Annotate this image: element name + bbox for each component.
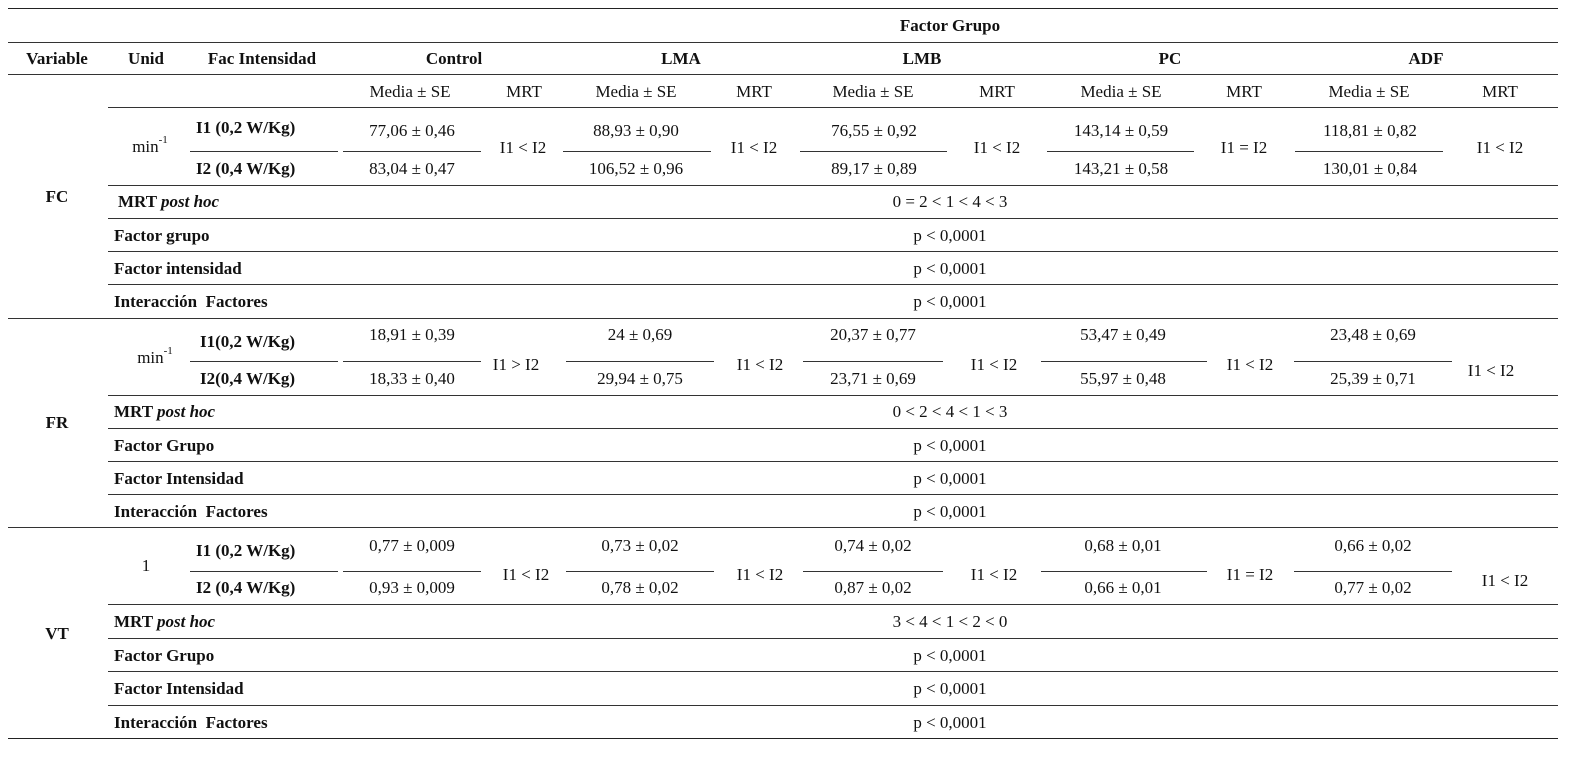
intensity-i2-label: I2 (0,4 W/Kg) [196,578,296,597]
summary-value: p < 0,0001 [913,436,987,455]
group-header-control: Control [425,49,483,68]
media-i2-lma: 106,52 ± 0,96 [588,159,684,178]
row-rule [108,638,1558,639]
variable-label: FR [45,413,69,432]
media-i2-lma: 29,94 ± 0,75 [597,369,683,388]
mrt-header-control: MRT [506,82,542,101]
mrt-result-pc: I1 = I2 [1226,565,1274,584]
mrt-header-pc: MRT [1226,82,1262,101]
media-i2-lmb: 23,71 ± 0,69 [830,369,916,388]
header-rule [8,42,1558,43]
summary-label: MRT post hoc [114,612,216,631]
row-rule [108,604,1558,605]
group-divider-control [343,571,481,572]
intensity-divider [190,571,338,572]
group-divider-lma [566,361,714,362]
mrt-result-lma: I1 < I2 [730,138,778,157]
summary-label: Factor Intensidad [114,469,244,488]
media-i1-lma: 24 ± 0,69 [607,325,673,344]
row-rule [108,395,1558,396]
intensity-i2-label: I2 (0,4 W/Kg) [196,159,296,178]
media-i1-pc: 143,14 ± 0,59 [1073,121,1169,140]
summary-value: p < 0,0001 [913,226,987,245]
summary-label: Interacción Factores [114,713,268,732]
summary-value: p < 0,0001 [913,292,987,311]
unit-label: $\min^{-1}$ [137,345,173,367]
summary-label: Factor Grupo [114,436,215,455]
subheader-rule [8,74,1558,75]
summary-value: p < 0,0001 [913,679,987,698]
media-i1-control: 77,06 ± 0,46 [369,121,455,140]
row-rule [108,428,1558,429]
summary-label: MRT post hoc [114,402,216,421]
summary-value: p < 0,0001 [913,502,987,521]
summary-label: Interacción Factores [114,292,268,311]
mrt-result-control: I1 > I2 [492,355,540,374]
media-i2-pc: 0,66 ± 0,01 [1084,578,1162,597]
col-fac-intensidad-header: Fac Intensidad [207,49,317,68]
row-rule [108,218,1558,219]
group-divider-lma [563,151,711,152]
intensity-i1-label: I1 (0,2 W/Kg) [196,541,296,560]
mrt-result-lmb: I1 < I2 [970,355,1018,374]
media-i1-adf: 118,81 ± 0,82 [1323,121,1417,140]
row-rule [108,185,1558,186]
group-divider-pc [1047,151,1194,152]
media-i1-pc: 0,68 ± 0,01 [1084,536,1162,555]
table-top-rule [8,8,1558,9]
intensity-i1-label: I1(0,2 W/Kg) [200,332,296,351]
unit-label: $\min^{-1}$ [132,134,168,156]
row-rule [108,461,1558,462]
mrt-header-adf: MRT [1482,82,1518,101]
mrt-result-lmb: I1 < I2 [973,138,1021,157]
media-se-header-pc: Media ± SE [1080,82,1162,101]
mrt-result-control: I1 < I2 [499,138,547,157]
mrt-result-lmb: I1 < I2 [970,565,1018,584]
group-divider-pc [1041,571,1207,572]
row-rule [108,494,1558,495]
summary-label: Factor Grupo [114,646,215,665]
media-i2-control: 83,04 ± 0,47 [369,159,455,178]
summary-value: p < 0,0001 [913,646,987,665]
mrt-header-lmb: MRT [979,82,1015,101]
media-i1-control: 0,77 ± 0,009 [369,536,455,555]
group-divider-adf [1294,571,1452,572]
group-divider-adf [1294,361,1452,362]
summary-label: Factor grupo [114,226,210,245]
col-variable-header: Variable [26,49,88,68]
group-header-lmb: LMB [902,49,942,68]
row-rule [108,284,1558,285]
mrt-result-adf: I1 < I2 [1476,138,1524,157]
group-divider-lmb [800,151,947,152]
variable-label: VT [45,624,69,643]
group-header-pc: PC [1158,49,1182,68]
media-i1-lma: 88,93 ± 0,90 [593,121,679,140]
mrt-header-lma: MRT [736,82,772,101]
intensity-i1-label: I1 (0,2 W/Kg) [196,118,296,137]
mrt-result-pc: I1 < I2 [1226,355,1274,374]
media-i2-pc: 143,21 ± 0,58 [1073,159,1169,178]
media-se-header-adf: Media ± SE [1328,82,1410,101]
group-divider-lma [566,571,714,572]
mrt-result-adf: I1 < I2 [1481,571,1529,590]
media-i1-pc: 53,47 ± 0,49 [1080,325,1166,344]
summary-value: 3 < 4 < 1 < 2 < 0 [892,612,1008,631]
intensity-i2-label: I2(0,4 W/Kg) [200,369,296,388]
media-i2-lma: 0,78 ± 0,02 [601,578,679,597]
summary-value: p < 0,0001 [913,469,987,488]
mrt-result-lma: I1 < I2 [736,355,784,374]
row-rule [108,671,1558,672]
variable-label: FC [45,187,69,206]
summary-label: MRT post hoc [118,192,220,211]
media-i1-adf: 23,48 ± 0,69 [1330,325,1416,344]
media-i1-lmb: 0,74 ± 0,02 [834,536,912,555]
media-se-header-lma: Media ± SE [595,82,677,101]
media-i1-lmb: 20,37 ± 0,77 [830,325,916,344]
summary-value: 0 < 2 < 4 < 1 < 3 [892,402,1008,421]
subheader-bottom-rule [108,107,1558,108]
table-bottom-rule [8,738,1558,739]
group-divider-pc [1041,361,1207,362]
group-header-adf: ADF [1408,49,1444,68]
block-rule [8,318,1558,319]
media-se-header-control: Media ± SE [369,82,451,101]
group-divider-adf [1295,151,1443,152]
media-i2-lmb: 89,17 ± 0,89 [831,159,917,178]
col-unid-header: Unid [128,49,164,68]
media-i1-control: 18,91 ± 0,39 [369,325,455,344]
group-divider-control [343,361,481,362]
mrt-result-pc: I1 = I2 [1220,138,1268,157]
intensity-divider [190,151,338,152]
group-divider-lmb [803,361,943,362]
mrt-result-control: I1 < I2 [502,565,550,584]
block-rule [8,527,1558,528]
group-divider-lmb [803,571,943,572]
summary-value: p < 0,0001 [913,259,987,278]
mrt-result-adf: I1 < I2 [1467,361,1515,380]
intensity-divider [190,361,338,362]
media-i2-adf: 130,01 ± 0,84 [1322,159,1418,178]
media-i1-lmb: 76,55 ± 0,92 [831,121,917,140]
media-i2-control: 0,93 ± 0,009 [369,578,455,597]
media-i2-lmb: 0,87 ± 0,02 [834,578,912,597]
media-i2-pc: 55,97 ± 0,48 [1080,369,1166,388]
media-i2-adf: 25,39 ± 0,71 [1330,369,1416,388]
summary-label: Factor intensidad [114,259,242,278]
group-header-lma: LMA [661,49,701,68]
media-i2-adf: 0,77 ± 0,02 [1334,578,1412,597]
factor-grupo-heading: Factor Grupo [899,16,1001,35]
mrt-result-lma: I1 < I2 [736,565,784,584]
media-i1-adf: 0,66 ± 0,02 [1334,536,1412,555]
unit-label: 1 [141,556,151,575]
media-i1-lma: 0,73 ± 0,02 [601,536,679,555]
summary-value: 0 = 2 < 1 < 4 < 3 [892,192,1008,211]
group-divider-control [343,151,481,152]
summary-label: Interacción Factores [114,502,268,521]
media-i2-control: 18,33 ± 0,40 [369,369,455,388]
media-se-header-lmb: Media ± SE [832,82,914,101]
row-rule [108,251,1558,252]
summary-label: Factor Intensidad [114,679,244,698]
row-rule [108,705,1558,706]
summary-value: p < 0,0001 [913,713,987,732]
